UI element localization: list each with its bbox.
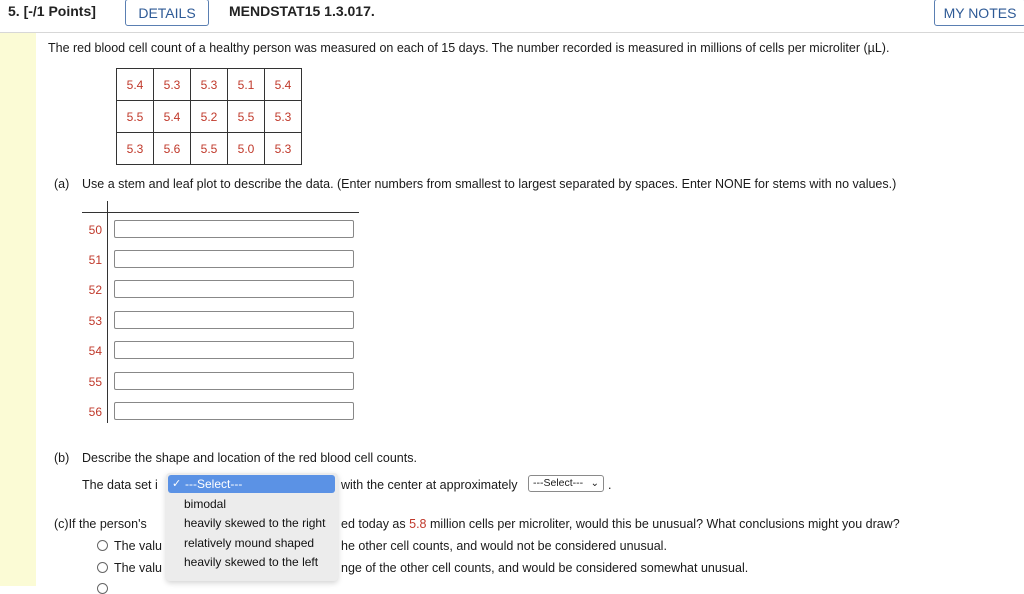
stem-leaf-header-line <box>82 212 359 213</box>
stem-label: 54 <box>88 344 102 358</box>
part-a-label: (a) <box>54 177 70 191</box>
table-cell: 5.5 <box>228 101 265 133</box>
dropdown-option-selected[interactable] <box>168 475 335 493</box>
table-cell: 5.3 <box>154 69 191 101</box>
answer-radio-3[interactable] <box>97 583 108 594</box>
part-b-sentence-start: The data set i <box>82 478 158 492</box>
chevron-down-icon: ⌄ <box>590 478 599 489</box>
table-cell: 5.6 <box>154 133 191 165</box>
dropdown-option-skewed-left[interactable]: heavily skewed to the left <box>184 555 319 569</box>
answer-option-1-left: The valu <box>114 539 162 553</box>
table-cell: 5.5 <box>117 101 154 133</box>
table-cell: 5.4 <box>117 69 154 101</box>
part-b-label: (b) <box>54 451 70 465</box>
table-cell: 5.3 <box>265 133 302 165</box>
stem-label: 55 <box>88 375 102 389</box>
answer-radio-1[interactable] <box>97 540 108 551</box>
table-cell: 5.1 <box>228 69 265 101</box>
period: . <box>608 478 612 492</box>
table-cell: 5.0 <box>228 133 265 165</box>
table-row <box>117 133 302 165</box>
question-number: 5. [-/1 Points] <box>8 3 96 19</box>
center-select-value: ---Select--- <box>533 477 584 489</box>
part-b-instructions <box>54 451 417 465</box>
part-a-text: Use a stem and leaf plot to describe the data. (Enter numbers from smallest to largest separated by spaces. Enter NONE for stems with no values.) <box>82 177 897 191</box>
shape-dropdown-menu[interactable] <box>166 473 338 581</box>
problem-id: MENDSTAT15 1.3.017. <box>229 3 375 19</box>
leaf-input-54[interactable] <box>114 341 354 359</box>
answer-option-2-left: The valu <box>114 561 162 575</box>
table-cell: 5.5 <box>191 133 228 165</box>
part-b-text: Describe the shape and location of the red blood cell counts. <box>82 451 417 465</box>
table-cell: 5.2 <box>191 101 228 133</box>
details-button[interactable]: DETAILS <box>125 0 209 26</box>
checkmark-icon: ✓ <box>172 478 182 490</box>
leaf-input-56[interactable] <box>114 402 354 420</box>
part-b-sentence-end: with the center at approximately <box>341 478 518 492</box>
stem-label: 51 <box>88 253 102 267</box>
part-c-question-left <box>54 517 147 531</box>
dropdown-option-label: ---Select--- <box>185 477 243 491</box>
stem-leaf-divider-line <box>107 201 108 423</box>
stem-label: 52 <box>88 283 102 297</box>
leaf-input-55[interactable] <box>114 372 354 390</box>
dropdown-option-bimodal[interactable]: bimodal <box>184 497 227 511</box>
table-cell: 5.3 <box>265 101 302 133</box>
stem-label: 50 <box>88 223 102 237</box>
table-cell: 5.3 <box>191 69 228 101</box>
leaf-input-50[interactable] <box>114 220 354 238</box>
leaf-input-52[interactable] <box>114 280 354 298</box>
table-cell: 5.4 <box>154 101 191 133</box>
stem-label: 53 <box>88 314 102 328</box>
part-a-instructions <box>54 177 896 191</box>
my-notes-button[interactable]: MY NOTES <box>934 0 1024 26</box>
table-row <box>117 69 302 101</box>
part-c-text-after: million cells per microliter, would this be unusual? What conclusions might you draw? <box>430 517 900 531</box>
table-cell: 5.3 <box>117 133 154 165</box>
question-status-band <box>0 33 36 586</box>
part-c-text-before: ed today as <box>341 517 406 531</box>
part-c-question-right <box>341 517 900 531</box>
part-c-text-left: If the person's <box>68 517 147 531</box>
leaf-input-53[interactable] <box>114 311 354 329</box>
table-row <box>117 101 302 133</box>
dropdown-option-skewed-right[interactable]: heavily skewed to the right <box>184 516 326 530</box>
question-header <box>0 0 1024 33</box>
table-cell: 5.4 <box>265 69 302 101</box>
answer-option-1-right: he other cell counts, and would not be considered unusual. <box>341 539 667 553</box>
answer-radio-2[interactable] <box>97 562 108 573</box>
question-prompt: The red blood cell count of a healthy person was measured on each of 15 days. The number recorded is measured in millions of cells per microliter (µL). <box>48 41 890 55</box>
dropdown-option-mound-shaped[interactable]: relatively mound shaped <box>184 536 315 550</box>
center-select[interactable] <box>528 475 604 492</box>
leaf-input-51[interactable] <box>114 250 354 268</box>
data-table <box>116 68 302 165</box>
answer-option-2-right: nge of the other cell counts, and would be considered somewhat unusual. <box>341 561 749 575</box>
stem-label: 56 <box>88 405 102 419</box>
part-c-value: 5.8 <box>409 517 427 531</box>
part-c-label: (c) <box>54 517 69 531</box>
